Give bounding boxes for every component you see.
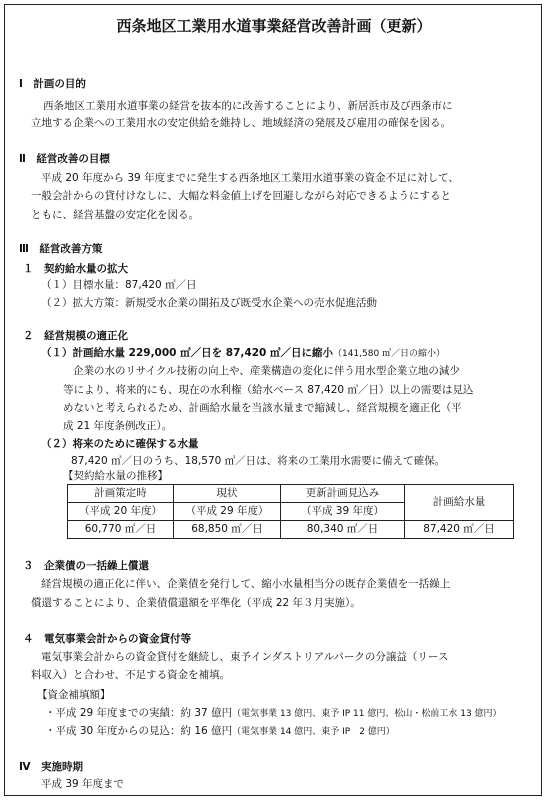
funding-caption: 【資金補填額】 — [37, 689, 111, 701]
section-2-line: 平成 20 年度から 39 年度までに発生する西条地区工業用水道事業の資金不足に対して、 — [41, 172, 459, 184]
table-cell: 60,770 ㎥／日 — [68, 521, 174, 539]
funding-item-text: ・平成 30 年度からの見込：約 16 億円 — [45, 725, 233, 737]
contract-volume-table — [67, 484, 514, 539]
section-1-heading: Ⅰ 計画の目的 — [19, 78, 86, 90]
section-4-heading: Ⅳ 実施時期 — [19, 761, 84, 773]
table-row — [68, 521, 514, 539]
subsection-2-heading: ２ 経営規模の適正化 — [23, 330, 128, 342]
subsection-3-line: 経営規模の適正化に伴い、企業債を発行して、縮小水量相当分の既存企業債を一括繰上 — [41, 578, 451, 590]
subsection-2-line: 等により、将来的にも、現在の水利権（給水ベース 87,420 ㎥／日）以上の需要は見込 — [63, 384, 474, 396]
funding-item-note: （電気事業 13 億円、東予 IP 11 億円、松山・松前工水 13 億円） — [232, 709, 502, 719]
item-1-note: （141,580 ㎥／日の縮小） — [332, 349, 446, 359]
section-2-line: ともに、経営基盤の安定化を図る。 — [31, 209, 199, 221]
subsection-1-item: （１）目標水量：87,420 ㎥／日 — [41, 279, 197, 291]
subsection-2-line: めないと考えられるため、計画給水量を当該水量まで縮減し、経営規模を適正化（平 — [63, 402, 462, 414]
funding-item-text: ・平成 29 年度までの実績：約 37 億円 — [45, 707, 233, 719]
subsection-2-line: 企業の水のリサイクル技術の向上や、産業構造の変化に伴う用水型企業立地の減少 — [73, 365, 460, 377]
table-header-cell: 計画策定時 — [68, 485, 174, 503]
funding-item-note: （電気事業 14 億円、東予 IP 2 億円） — [232, 727, 395, 737]
table-header-cell: 現状 — [174, 485, 281, 503]
page-fold-corner — [527, 781, 541, 795]
subsection-1-heading: １ 契約給水量の拡大 — [23, 263, 128, 275]
section-1-line: 立地する企業への工業用水の安定供給を維持し、地域経済の発展及び雇用の確保を図る。 — [31, 117, 451, 129]
item-1-heading: （１）計画給水量 229,000 ㎥／日を 87,420 ㎥／日に縮小 — [41, 347, 333, 359]
document-page — [4, 4, 542, 796]
subsection-4-heading: ４ 電気事業会計からの資金貸付等 — [23, 633, 191, 645]
subsection-3-line: 償還することにより、企業債償還額を平準化（平成 22 年３月実施）。 — [31, 597, 361, 609]
document-title: 西条地区工業用水道事業経営改善計画（更新） — [116, 17, 432, 35]
funding-item-2 — [45, 724, 395, 739]
table-cell: 80,340 ㎥／日 — [281, 521, 405, 539]
table-cell: 87,420 ㎥／日 — [405, 521, 514, 539]
table-row — [68, 485, 514, 503]
table-header-cell: 計画給水量 — [405, 485, 514, 521]
subsection-2-item-1 — [41, 346, 445, 361]
subsection-1-item: （２）拡大方策：新規受水企業の開拓及び既受水企業への売水促進活動 — [41, 297, 377, 309]
subsection-4-line: 電気事業会計からの資金貸付を継続し、東予インダストリアルパークの分譲益（リース — [41, 651, 449, 663]
table-caption: 【契約給水量の推移】 — [63, 470, 168, 482]
table-header-subcell: （平成 29 年度） — [174, 503, 281, 521]
item-2-heading: （２）将来のために確保する水量 — [41, 438, 199, 450]
section-2-heading: Ⅱ 経営改善の目標 — [19, 153, 110, 165]
table-header-subcell: （平成 39 年度） — [281, 503, 405, 521]
section-2-line: 一般会計からの貸付けなしに、大幅な料金値上げを回避しながら対応できるようにすると — [31, 190, 451, 202]
subsection-2-line: 成 21 年度条例改正）。 — [63, 420, 173, 432]
table-header-subcell: （平成 20 年度） — [68, 503, 174, 521]
subsection-4-line: 料収入）と合わせ、不足する資金を補填。 — [31, 669, 231, 681]
section-3-heading: Ⅲ 経営改善方策 — [19, 243, 103, 255]
table-header-cell: 更新計画見込み — [281, 485, 405, 503]
item-2-line: 87,420 ㎥／日のうち、18,570 ㎥／日は、将来の工業用水需要に備えて確保。 — [71, 455, 446, 467]
table-cell: 68,850 ㎥／日 — [174, 521, 281, 539]
funding-item-1 — [45, 706, 502, 721]
subsection-3-heading: ３ 企業債の一括繰上償還 — [23, 560, 149, 572]
section-1-line: 西条地区工業用水道事業の経営を抜本的に改善することにより、新居浜市及び西条市に — [43, 100, 453, 112]
section-4-line: 平成 39 年度まで — [41, 778, 125, 790]
